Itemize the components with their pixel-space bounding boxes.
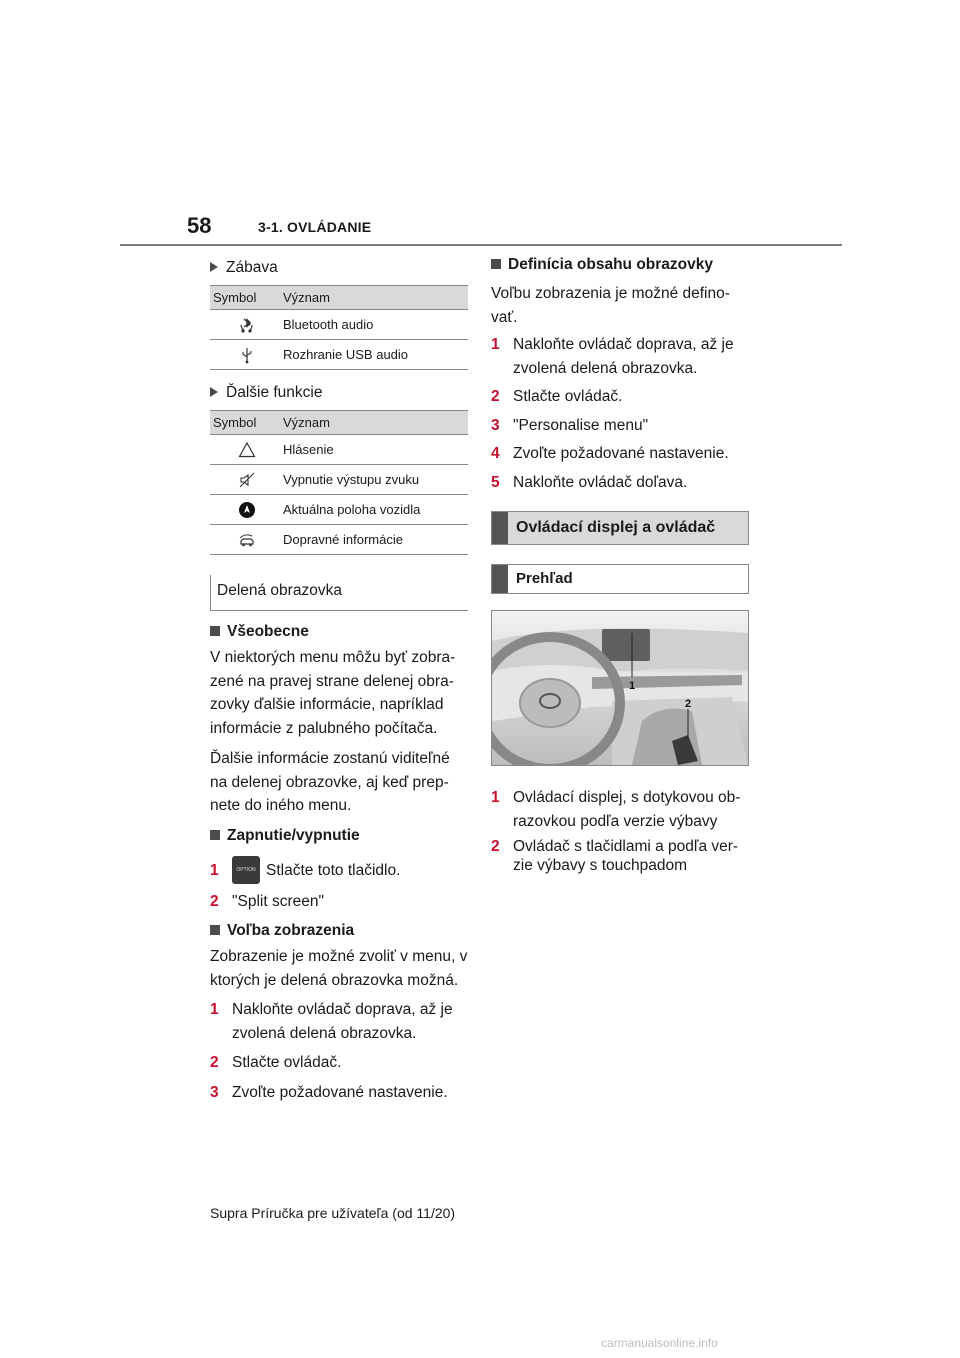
step-text: Zvoľte požadované nastavenie. — [513, 445, 729, 462]
zapnutie-heading-text: Zapnutie/vypnutie — [227, 826, 360, 844]
warning-triangle-icon — [238, 441, 256, 459]
table-row — [210, 465, 468, 495]
col-meaning: Význam — [283, 286, 468, 310]
step-number: 3 — [491, 416, 500, 434]
definicia-heading-text: Definícia obsahu obrazovky — [508, 256, 713, 273]
table-row — [210, 495, 468, 525]
volba-step — [210, 1051, 468, 1075]
callout-1: 1 — [628, 680, 636, 692]
volba-para: Zobrazenie je možné zvoliť v menu, v ktorých je delená obrazovka možná. — [210, 948, 468, 989]
legend-item — [491, 786, 749, 833]
step-text: Stlačte ovládač. — [513, 388, 623, 405]
zapnutie-step-2 — [210, 890, 468, 914]
step-number: 1 — [491, 336, 500, 353]
definicia-step — [491, 442, 749, 466]
section-title: 3-1. OVLÁDANIE — [258, 219, 372, 235]
definicia-step — [491, 385, 749, 409]
section-heading: Ovládací displej a ovládač — [516, 519, 716, 536]
page-number: 58 — [187, 213, 212, 238]
col-meaning: Význam — [283, 411, 468, 435]
left-column — [210, 250, 468, 1104]
section-heading-bar — [491, 511, 749, 545]
dashboard-illustration — [492, 611, 748, 765]
zapnutie-step-1 — [210, 856, 468, 886]
col-symbol: Symbol — [210, 411, 283, 435]
header-rule — [120, 244, 842, 246]
meaning-cell: Hlásenie — [283, 435, 468, 465]
traffic-info-icon — [238, 531, 256, 549]
volba-heading — [210, 920, 468, 942]
step-text: Zvoľte požadované nastavenie. — [232, 1083, 448, 1101]
table-row — [210, 435, 468, 465]
vseobecne-heading-text: Všeobecne — [227, 623, 309, 640]
triangle-bullet-icon — [210, 262, 218, 272]
vehicle-position-icon — [238, 501, 256, 519]
subsection-heading: Prehľad — [516, 570, 573, 587]
watermark: carmanualsonline.info — [601, 1336, 718, 1350]
square-bullet-icon — [210, 925, 220, 935]
vseobecne-para-1: V niektorých menu môžu byť zobra-zené na pravej strane delenej obra-zovky ďalšie informácie, napríklad informácie z palubného počítača. — [210, 649, 456, 737]
step-number: 1 — [210, 861, 219, 879]
vseobecne-para-2: Ďalšie informácie zostanú viditeľné na delenej obrazovke, aj keď prep-nete do iného menu. — [210, 750, 450, 814]
definicia-step — [491, 471, 749, 495]
vseobecne-heading — [210, 621, 468, 643]
step-text: "Split screen" — [232, 892, 324, 910]
callout-2: 2 — [684, 698, 692, 710]
meaning-cell: Vypnutie výstupu zvuku — [283, 465, 468, 495]
square-bullet-icon — [210, 830, 220, 840]
step-number: 2 — [491, 838, 500, 855]
dalsie-table — [210, 410, 468, 555]
meaning-cell: Bluetooth audio — [283, 310, 468, 340]
volba-step — [210, 998, 468, 1045]
footer-text: Supra Príručka pre užívateľa (od 11/20) — [210, 1205, 456, 1221]
step-text: "Personalise menu" — [513, 416, 649, 434]
dalsie-heading — [210, 382, 468, 404]
step-text: Nakloňte ovládač doprava, až je zvolená delená obrazovka. — [513, 336, 734, 377]
volba-heading-text: Voľba zobrazenia — [227, 922, 355, 939]
zabava-heading-text: Zábava — [226, 259, 278, 276]
definicia-heading — [491, 254, 749, 276]
step-number: 2 — [210, 892, 219, 910]
col-symbol: Symbol — [210, 286, 283, 310]
step-number: 1 — [491, 789, 500, 806]
meaning-cell: Rozhranie USB audio — [283, 340, 468, 370]
zapnutie-heading — [210, 825, 468, 847]
meaning-cell: Dopravné informácie — [283, 525, 468, 555]
step-text: Ovládací displej, s dotykovou ob-razovkou podľa verzie výbavy — [513, 789, 741, 830]
step-text: Nakloňte ovládač doprava, až je zvolená delená obrazovka. — [232, 1001, 453, 1042]
bluetooth-audio-icon — [238, 316, 256, 334]
option-button-icon: OPTION — [232, 856, 260, 884]
volba-step — [210, 1081, 468, 1105]
meaning-cell: Aktuálna poloha vozidla — [283, 495, 468, 525]
mute-icon — [238, 471, 256, 489]
table-row — [210, 310, 468, 340]
split-screen-title: Delená obrazovka — [210, 575, 468, 611]
usb-icon — [238, 346, 256, 364]
table-row — [210, 340, 468, 370]
step-text: Nakloňte ovládač doľava. — [513, 473, 688, 491]
square-bullet-icon — [210, 626, 220, 636]
zabava-table — [210, 285, 468, 370]
step-number: 2 — [210, 1054, 219, 1071]
step-number: 2 — [491, 388, 500, 405]
triangle-bullet-icon — [210, 387, 218, 397]
zabava-heading — [210, 257, 468, 279]
definicia-step — [491, 333, 749, 380]
step-text: Stlačte ovládač. — [232, 1054, 342, 1071]
step-number: 1 — [210, 1001, 219, 1018]
step-number: 3 — [210, 1083, 219, 1101]
definicia-step — [491, 414, 749, 438]
step-text: Ovládač s tlačidlami a podľa ver-zie výbavy s touchpadom — [513, 838, 739, 874]
heading-tab — [492, 512, 508, 544]
legend-item — [491, 837, 749, 875]
definicia-para: Voľbu zobrazenia je možné defino-vať. — [491, 285, 730, 326]
right-column — [491, 250, 749, 875]
subsection-heading-bar — [491, 564, 749, 594]
dalsie-heading-text: Ďalšie funkcie — [226, 384, 323, 401]
square-bullet-icon — [491, 259, 501, 269]
step-number: 5 — [491, 473, 500, 491]
step-text: Stlačte toto tlačidlo. — [266, 861, 401, 879]
table-row — [210, 525, 468, 555]
step-number: 4 — [491, 445, 500, 462]
heading-tab — [492, 565, 508, 593]
dashboard-photo — [491, 610, 749, 766]
